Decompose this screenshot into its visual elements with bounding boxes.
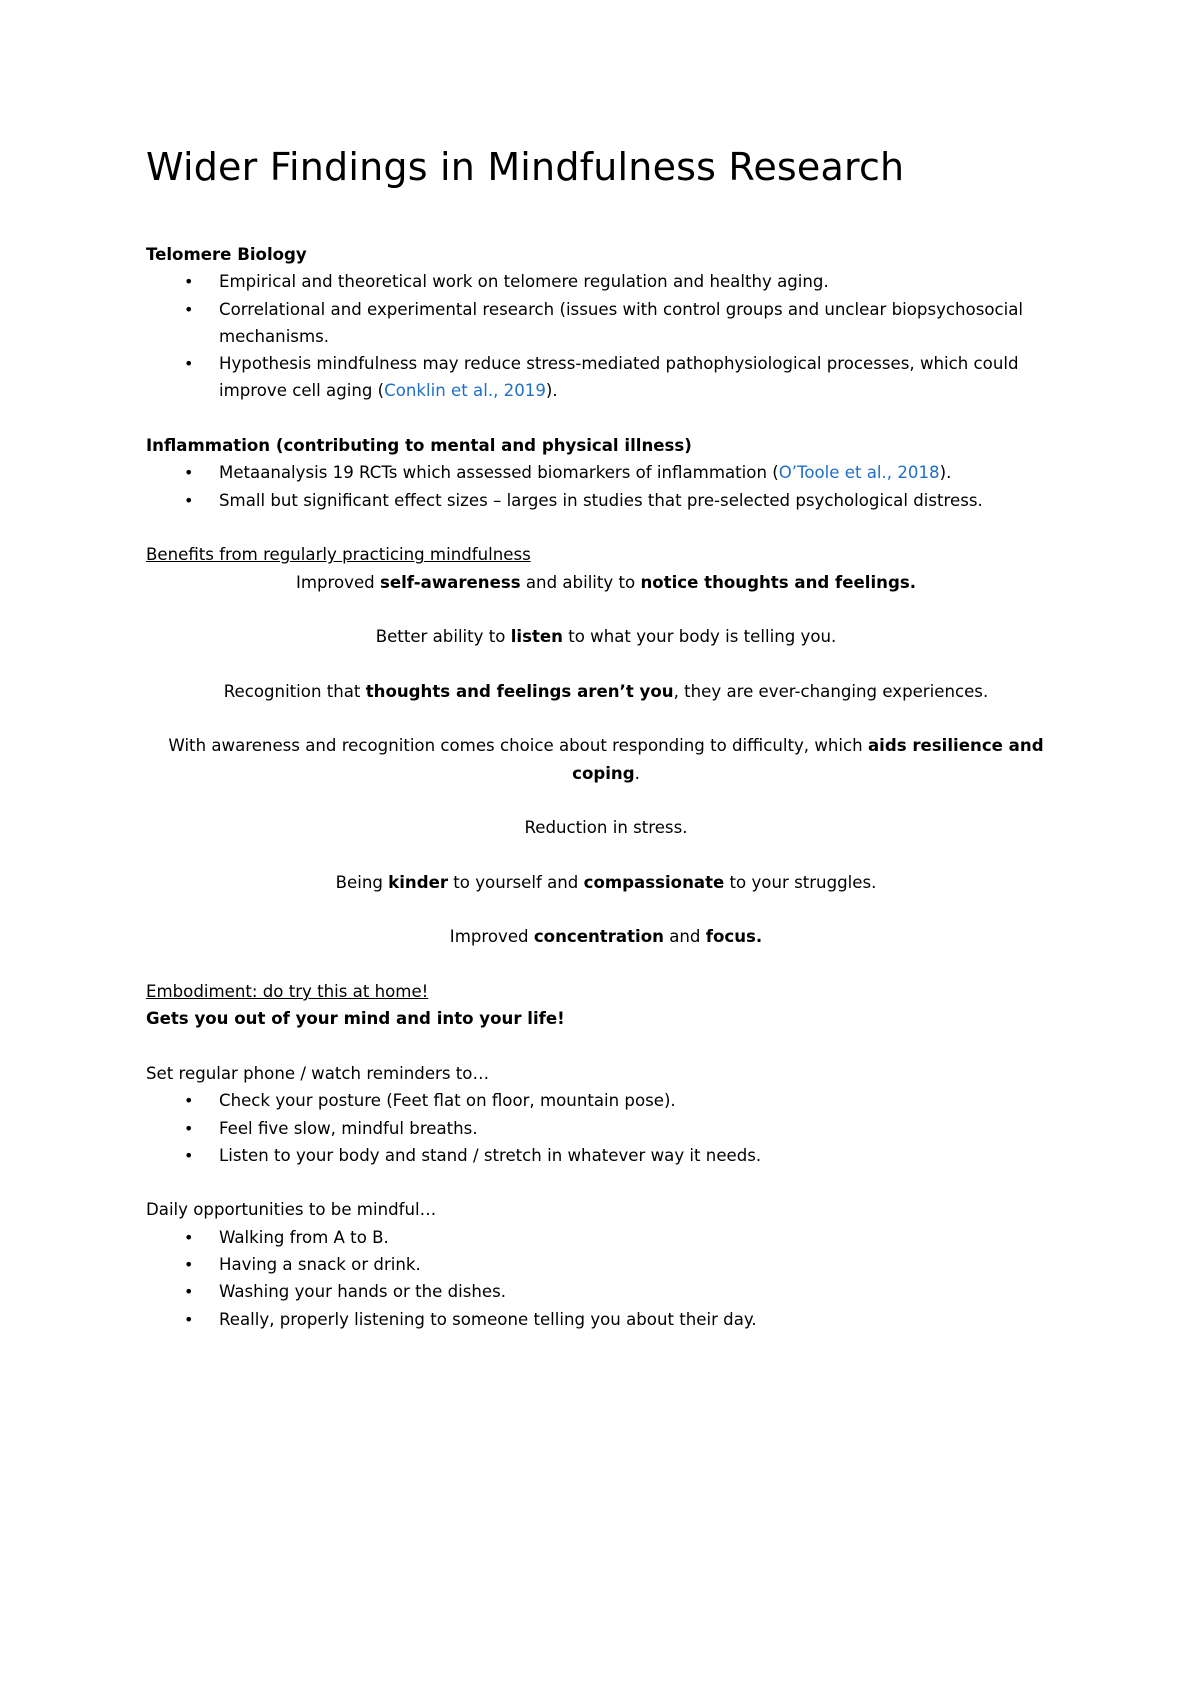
- benefits-heading: Benefits from regularly practicing mindfulness: [146, 545, 531, 565]
- telomere-heading: Telomere Biology: [146, 245, 307, 264]
- benefit-item: Being kinder to yourself and compassionate to your struggles.: [335, 872, 877, 892]
- benefit-item: Improved self-awareness and ability to notice thoughts and feelings.: [295, 572, 917, 592]
- list-item: • Having a snack or drink.: [146, 1251, 1066, 1278]
- list-item: • Hypothesis mindfulness may reduce stress-mediated pathophysiological processes, which could improve cell aging (Conklin et al., 2019).: [146, 350, 1066, 405]
- daily-intro: Daily opportunities to be mindful…: [146, 1200, 437, 1220]
- bullet-icon: •: [184, 463, 194, 483]
- bullet-icon: •: [184, 354, 194, 374]
- benefit-item: Improved concentration and focus.: [449, 927, 763, 947]
- bullet-icon: •: [184, 1282, 194, 1302]
- bullet-icon: •: [184, 1091, 194, 1111]
- list-item: • Check your posture (Feet flat on floor, mountain pose).: [146, 1087, 1066, 1114]
- embodiment-heading: Embodiment: do try this at home!: [146, 982, 429, 1002]
- telomere-list: [146, 268, 1066, 404]
- benefit-item: With awareness and recognition comes choice about responding to difficulty, which aids resilience and coping.: [168, 736, 1044, 783]
- page-title: Wider Findings in Mindfulness Research: [146, 145, 905, 189]
- reminders-list: [146, 1087, 1066, 1169]
- bullet-icon: •: [184, 1227, 194, 1247]
- bullet-icon: •: [184, 1118, 194, 1138]
- citation-link[interactable]: Conklin et al., 2019: [384, 381, 546, 401]
- list-item: • Feel five slow, mindful breaths.: [146, 1115, 1066, 1142]
- list-item: • Walking from A to B.: [146, 1224, 1066, 1251]
- reminders-intro: Set regular phone / watch reminders to…: [146, 1063, 490, 1083]
- bullet-icon: •: [184, 272, 194, 292]
- daily-list: [146, 1224, 1066, 1333]
- list-item: • Really, properly listening to someone telling you about their day.: [146, 1306, 1066, 1333]
- list-item: • Listen to your body and stand / stretch in whatever way it needs.: [146, 1142, 1066, 1169]
- citation-link[interactable]: O’Toole et al., 2018: [778, 463, 940, 483]
- inflammation-heading: Inflammation (contributing to mental and physical illness): [146, 436, 692, 456]
- list-item: • Metaanalysis 19 RCTs which assessed biomarkers of inflammation (O’Toole et al., 2018).: [146, 459, 1066, 486]
- list-item: • Correlational and experimental research (issues with control groups and unclear biopsychosocial mechanisms.: [146, 296, 1066, 351]
- benefit-item: Reduction in stress.: [524, 818, 688, 838]
- list-item: • Small but significant effect sizes – larges in studies that pre-selected psychological distress.: [146, 487, 1066, 514]
- document-body: [146, 241, 1066, 1333]
- inflammation-list: [146, 459, 1066, 514]
- list-item: • Empirical and theoretical work on telomere regulation and healthy aging.: [146, 268, 1066, 295]
- bullet-icon: •: [184, 299, 194, 319]
- bullet-icon: •: [184, 490, 194, 510]
- bullet-icon: •: [184, 1254, 194, 1274]
- benefit-item: Better ability to listen to what your body is telling you.: [375, 627, 837, 647]
- bullet-icon: •: [184, 1309, 194, 1329]
- embodiment-subheading: Gets you out of your mind and into your life!: [146, 1009, 565, 1029]
- bullet-icon: •: [184, 1145, 194, 1165]
- list-item: • Washing your hands or the dishes.: [146, 1278, 1066, 1305]
- benefit-item: Recognition that thoughts and feelings aren’t you, they are ever-changing experiences.: [223, 681, 989, 701]
